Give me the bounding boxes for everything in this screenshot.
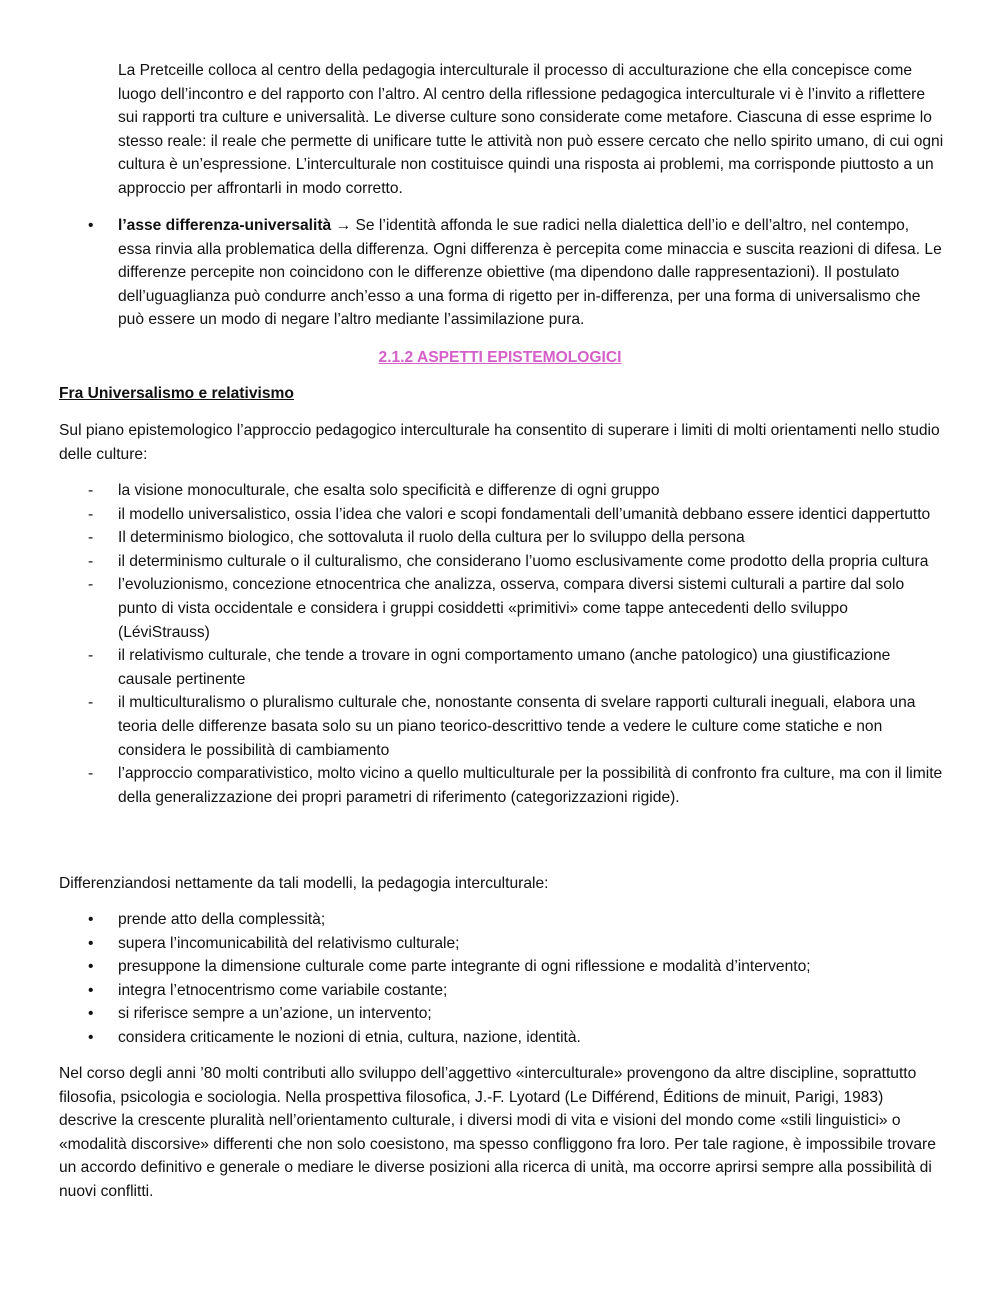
dash-marker: - — [88, 576, 94, 594]
list-item: • presuppone la dimensione culturale come parte integrante di ogni riflessione e modalità d’intervento; — [59, 955, 944, 979]
list-item: • supera l’incomunicabilità del relativismo culturale; — [59, 932, 944, 956]
list-item: - l’evoluzionismo, concezione etnocentrica che analizza, osserva, compara diversi sistemi culturali a partire dal solo punto di vista occidentale e considera i gruppi cosiddetti «primitivi» come tappe antecedenti dello sviluppo (LéviStrauss) — [59, 573, 944, 644]
differentiation-intro: Differenziandosi nettamente da tali modelli, la pedagogia interculturale: — [59, 875, 549, 892]
dash-marker: - — [88, 694, 94, 712]
list-item: - Il determinismo biologico, che sottovaluta il ruolo della cultura per lo sviluppo della persona — [59, 526, 944, 550]
section-heading: 2.1.2 ASPETTI EPISTEMOLOGICI — [378, 349, 622, 366]
bullet-marker: • — [88, 934, 94, 952]
epistemology-intro: Sul piano epistemologico l’approccio pedagogico interculturale ha consentito di superare i limiti di molti orientamenti nello studio delle culture: — [59, 422, 940, 463]
bullet-marker: • — [88, 1028, 94, 1046]
list-item: • considera criticamente le nozioni di etnia, cultura, nazione, identità. — [59, 1026, 944, 1050]
bullet-marker: • — [88, 1005, 94, 1023]
dash-marker: - — [88, 647, 94, 665]
asse-bullet-item — [59, 214, 944, 332]
dash-marker: - — [88, 529, 94, 547]
arrow-icon: → — [335, 217, 352, 234]
list-item: • integra l’etnocentrismo come variabile costante; — [59, 979, 944, 1003]
list-item: - il multiculturalismo o pluralismo culturale che, nonostante consenta di svelare rapporti culturali ineguali, elabora una teoria delle differenze basata solo su un piano teorico-descrittivo tende a vedere le culture come statiche e non considera le possibilità di cambiamento — [59, 691, 944, 762]
intro-paragraph: La Pretceille colloca al centro della pedagogia interculturale il processo di acculturazione che ella concepisce come luogo dell’incontro e del rapporto con l’altro. Al centro della riflessione pedagogica interculturale vi è l’invito a riflettere sui rapporti tra culture e universalità. Le diverse culture sono considerate come metafore. Ciascuna di esse esprime lo stesso reale: il reale che permette di unificare tutte le attività non può essere cercato che nello spirito umano, di cui ogni cultura è un’espressione. L’interculturale non costituisce quindi una risposta ai problemi, ma corrisponde piuttosto a un approccio per affrontarli in modo corretto. — [118, 62, 944, 197]
list-item: - il relativismo culturale, che tende a trovare in ogni comportamento umano (anche patologico) una giustificazione causale pertinente — [59, 644, 944, 691]
list-item: - l’approccio comparativistico, molto vicino a quello multiculturale per la possibilità di confronto fra culture, ma con il limite della generalizzazione dei propri parametri di riferimento (categorizzazioni rigide). — [59, 762, 944, 809]
asse-title: l’asse differenza-universalità — [118, 217, 332, 234]
list-item: - il determinismo culturale o il culturalismo, che considerano l’uomo esclusivamente come prodotto della propria cultura — [59, 550, 944, 574]
dash-marker: - — [88, 765, 94, 783]
closing-paragraph: Nel corso degli anni ’80 molti contributi allo sviluppo dell’aggettivo «interculturale» provengono da altre discipline, soprattutto filosofia, psicologia e sociologia. Nella prospettiva filosofica, J.-F. Lyotard (Le Différend, Éditions de minuit, Parigi, 1983) descrive la crescente pluralità nell’orientamento culturale, i diversi modi di vita e visioni del mondo come «stili linguistici» o «modalità discorsive» differenti che non solo coesistono, ma spesso confliggono fra loro. Per tale ragione, è impossibile trovare un accordo definitivo e generale o mediare le diverse posizioni alla ricerca di unità, ma occorre aprirsi sempre alla possibilità di nuovi conflitti. — [59, 1065, 936, 1200]
dash-marker: - — [88, 505, 94, 523]
bullet-marker: • — [88, 958, 94, 976]
bullet-list — [59, 908, 944, 1050]
dash-list — [59, 479, 944, 809]
list-item: • si riferisce sempre a un’azione, un intervento; — [59, 1002, 944, 1026]
bullet-marker: • — [88, 217, 94, 234]
list-item: - il modello universalistico, ossia l’idea che valori e scopi fondamentali dell’umanità debbano essere identici dappertutto — [59, 503, 944, 527]
bullet-marker: • — [88, 911, 94, 928]
asse-text: Se l’identità affonda le sue radici nella dialettica dell’io e dell’altro, nel contempo, essa rinvia alla problematica della differenza. Ogni differenza è percepita come minaccia e suscita reazioni di difesa. Le differenze percepite non coincidono con le differenze obiettive (ma dipendono dalle rappresentazioni). Il postulato dell’uguaglianza può condurre anch’esso a una forma di rigetto per in-differenza, per una forma di universalismo che può essere un modo di negare l’altro mediante l’assimilazione pura. — [118, 217, 942, 329]
dash-marker: - — [88, 482, 94, 499]
list-item: • prende atto della complessità; — [59, 908, 944, 932]
list-item: - la visione monoculturale, che esalta solo specificità e differenze di ogni gruppo — [59, 479, 944, 503]
dash-marker: - — [88, 552, 94, 570]
subheading: Fra Universalismo e relativismo — [59, 385, 294, 402]
bullet-marker: • — [88, 981, 94, 999]
